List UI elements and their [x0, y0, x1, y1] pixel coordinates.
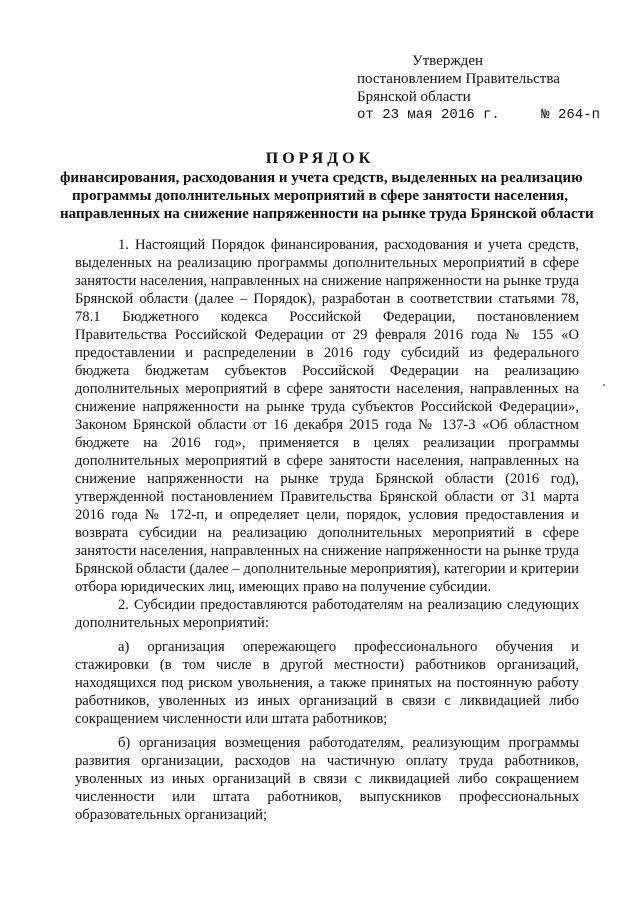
document-body: [75, 236, 579, 824]
approval-decree-line: постановлением Правительства: [357, 71, 560, 87]
document-subtitle-line-1: финансирования, расходования и учета средств, выделенных на реализацию: [60, 170, 583, 186]
approval-number: № 264-п: [541, 107, 600, 123]
document-subtitle-line-3: направленных на снижение напряженности на рынке труда Брянской области: [60, 206, 594, 222]
approval-block: [357, 52, 607, 124]
paragraph-2a: а) организация опережающего профессионального обучения и стажировки (в том числе в другой местности) работников организаций, находящихся под риском увольнения, а также принятых на постоянную работу работников, уволенных из иных организаций в связи с ликвидацией либо сокращением численности или штата работников;: [75, 639, 579, 727]
approval-date: от 23 мая 2016 г.: [357, 107, 500, 123]
document-subtitle-line-2: программы дополнительных мероприятий в сфере занятости населения,: [72, 188, 568, 204]
paragraph-2: 2. Субсидии предоставляются работодателям на реализацию следующих дополнительных мероприятий:: [75, 597, 579, 631]
document-title-block: [60, 150, 594, 223]
scan-speck: [603, 384, 605, 386]
approval-date-row: [357, 106, 600, 124]
document-title: ПОРЯДОК: [265, 150, 375, 167]
approval-heading: Утвержден: [412, 53, 484, 69]
paragraph-2b: б) организация возмещения работодателям, реализующим программы развития организации, расходов на частичную оплату труда работников, уволенных из иных организаций в связи с ликвидацией либо сокращением численности или штата работников, выпускников профессиональных образовательных организаций;: [75, 735, 579, 823]
approval-region-line: Брянской области: [357, 89, 471, 105]
paragraph-1: 1. Настоящий Порядок финансирования, расходования и учета средств, выделенных на реализацию программы дополнительных мероприятий в сфере занятости населения, направленных на снижение напряженности на рынке труда Брянской области (далее – Порядок), разработан в соответствии статьями 78, 78.1 Бюджетного кодекса Российской Федерации, постановлением Правительства Российской Федерации от 29 февраля 2016 года № 155 «О предоставлении и распределении в 2016 году субсидий из федерального бюджета бюджетам субъектов Российской Федерации на реализацию дополнительных мероприятий в сфере занятости населения, направленных на снижение напряженности на рынке труда субъектов Российской Федерации», Законом Брянской области от 16 декабря 2015 года № 137-З «Об областном бюджете на 2016 год», применяется в целях реализации программы дополнительных мероприятий в сфере занятости населения, направленных на снижение напряженности на рынке труда Брянской области (2016 год), утвержденной постановлением Правительства Брянской области от 31 марта 2016 года № 172-п, и определяет цели, порядок, условия предоставления и возврата субсидии на реализацию дополнительных мероприятий в сфере занятости населения, направленных на снижение напряженности на рынке труда Брянской области (далее – дополнительные мероприятия), категории и критерии отбора юридических лиц, имеющих право на получение субсидии.: [75, 237, 579, 595]
